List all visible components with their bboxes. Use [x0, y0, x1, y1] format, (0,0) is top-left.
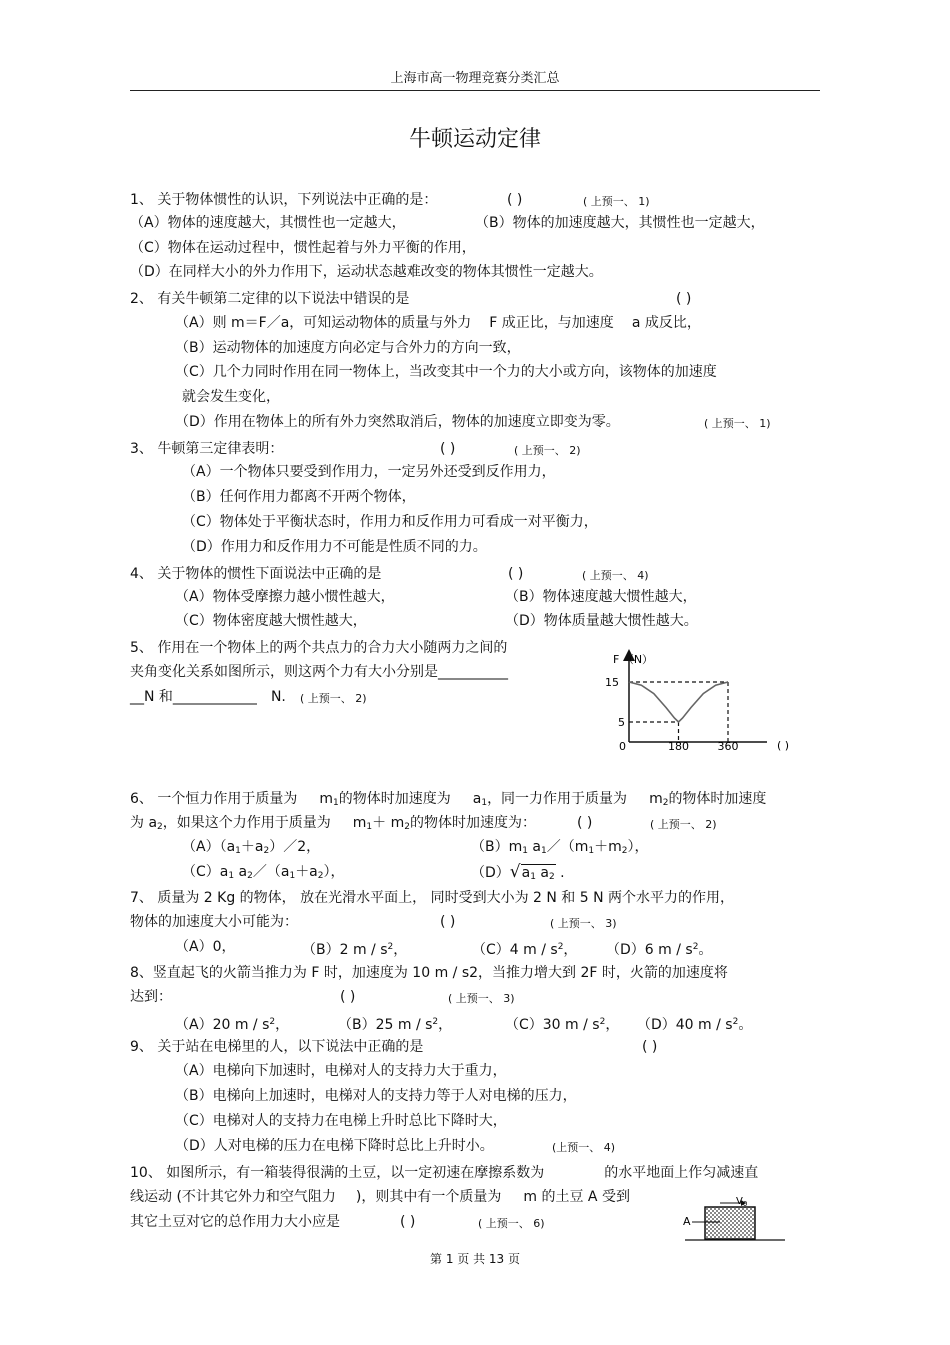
q8-line-2: 达到：	[130, 989, 172, 1005]
q2-option-c: （C）几个力同时作用在同一物体上，当改变其中一个力的大小或方向，该物体的加速度	[175, 364, 717, 380]
q7-source: ( 上预一、 3)	[550, 917, 617, 930]
q6-option-a: $(A)(a_1+a_2)/2$，	[182, 839, 321, 856]
q1-source: ( 上预一、 1)	[583, 195, 650, 208]
q7-option-d: （D）6 m / $s^2$。	[606, 942, 713, 958]
q8-option-d: （D）40 m / $s^2$。	[637, 1017, 753, 1033]
q10-answer-paren: ( )	[400, 1214, 416, 1230]
q5-source: ( 上预一、 2)	[300, 692, 367, 705]
q2-stem: 2、 有关牛顿第二定律的以下说法中错误的是	[130, 291, 410, 307]
q6-line-1: 6、 一个恒力作用于质量为 $m_1$的物体时加速度为 $a_1$，同一力作用于质量为 $m_2$的物体时加速度	[130, 791, 767, 808]
q8-option-c: （C）30 m / $s^2$，	[505, 1017, 620, 1033]
q1-option-a: （A）物体的速度越大，其惯性也一定越大，	[130, 215, 406, 231]
q3-answer-paren: ( )	[440, 441, 456, 457]
q8-source: ( 上预一、 3)	[448, 992, 515, 1005]
q4-option-c: （C）物体密度越大惯性越大，	[175, 613, 367, 629]
y-tick-15: 15	[605, 676, 619, 689]
q2-source: ( 上预一、 1)	[704, 417, 771, 430]
potato-box	[705, 1207, 755, 1239]
q1-answer-paren: ( )	[507, 192, 523, 208]
q9-option-a: （A）电梯向下加速时，电梯对人的支持力大于重力，	[175, 1063, 507, 1079]
x-tick-360: 360	[717, 740, 739, 753]
q4-option-d: （D）物体质量越大惯性越大。	[505, 613, 698, 629]
q7-line-1: 7、 质量为 2 Kg 的物体， 放在光滑水平面上， 同时受到大小为 2 N 和 5 N 两个水平力的作用，	[130, 890, 735, 906]
q10-source: ( 上预一、 6)	[478, 1217, 545, 1230]
q6-line-2: 为 $a_2$，如果这个力作用于质量为 $m_1+ m_2$的物体时加速度为：	[130, 815, 536, 832]
q6-answer-paren: ( )	[577, 815, 593, 831]
q8-option-a: （A）20 m / $s^2$，	[175, 1017, 290, 1033]
x-tick-0: 0	[619, 740, 626, 753]
q7-option-c: （C）4 m / $s^2$，	[472, 942, 578, 958]
q9-stem: 9、 关于站在电梯里的人，以下说法中正确的是	[130, 1039, 424, 1055]
x-axis-label: ( )	[777, 739, 790, 752]
y-axis-label: F （N）	[613, 653, 654, 666]
q4-stem: 4、 关于物体的惯性下面说法中正确的是	[130, 566, 382, 582]
q4-option-a: （A）物体受摩擦力越小惯性越大，	[175, 589, 395, 605]
q2-option-c-cont: 就会发生变化，	[182, 389, 280, 405]
q9-option-c: （C）电梯对人的支持力在电梯上升时总比下降时大，	[175, 1113, 507, 1129]
x-tick-180: 180	[668, 740, 689, 753]
potato-box-figure	[680, 1194, 790, 1246]
q7-line-2: 物体的加速度大小可能为：	[130, 914, 298, 930]
velocity-label: $V_0$	[736, 1196, 748, 1208]
q5-line-1: 5、 作用在一个物体上的两个共点力的合力大小随两力之间的	[130, 640, 508, 656]
q6-source: ( 上预一、 2)	[650, 818, 717, 831]
q7-answer-paren: ( )	[440, 914, 456, 930]
q6-option-c: $(C)a_1$ $a_2/(a_1+a_2)$，	[182, 864, 345, 881]
q3-option-a: （A）一个物体只要受到作用力，一定另外还受到反作用力，	[182, 464, 556, 480]
q10-line-3: 其它土豆对它的总作用力大小应是	[130, 1214, 340, 1230]
q3-source: ( 上预一、 2)	[514, 444, 581, 457]
q7-option-a: （A）0，	[175, 939, 236, 955]
q10-line-1: 10、 如图所示，有一箱装得很满的土豆，以一定初速在摩擦系数为 的水平地面上作匀减速直	[130, 1165, 759, 1181]
q3-stem: 3、 牛顿第三定律表明：	[130, 441, 284, 457]
q2-option-a: （A）则 m＝F／a，可知运动物体的质量与外力 F 成正比，与加速度 a 成反比，	[175, 315, 701, 331]
q1-option-d: （D）在同样大小的外力作用下，运动状态越难改变的物体其惯性一定越大。	[130, 264, 603, 280]
q2-option-d: （D）作用在物体上的所有外力突然取消后，物体的加速度立即变为零。	[175, 414, 620, 430]
q6-option-b: $(B)m_1$ $a_1/(m_1+m_2)$，	[471, 839, 649, 856]
q9-source: (上预一、 4)	[552, 1141, 616, 1154]
q8-option-b: （B）25 m / $s^2$，	[338, 1017, 453, 1033]
q9-option-b: （B）电梯向上加速时，电梯对人的支持力等于人对电梯的压力，	[175, 1088, 577, 1104]
q9-answer-paren: ( )	[642, 1039, 658, 1055]
q2-option-b: （B）运动物体的加速度方向必定与合外力的方向一致，	[175, 340, 521, 356]
q4-option-b: （B）物体速度越大惯性越大，	[505, 589, 697, 605]
potato-a-label: A	[683, 1215, 691, 1228]
q3-option-c: （C）物体处于平衡状态时，作用力和反作用力可看成一对平衡力，	[182, 514, 598, 530]
q8-answer-paren: ( )	[340, 989, 356, 1005]
q3-option-d: （D）作用力和反作用力不可能是性质不同的力。	[182, 539, 487, 555]
running-header: 上海市高一物理竞赛分类汇总	[390, 71, 560, 86]
q7-option-b: （B）2 m / $s^2$，	[302, 942, 408, 958]
q10-line-2: 线运动 (不计其它外力和空气阻力 )，则其中有一个质量为 m 的土豆 A 受到	[130, 1189, 630, 1205]
y-tick-5: 5	[618, 716, 625, 729]
resultant-force-curve	[629, 682, 728, 722]
q5-line-3: __N 和____________ N.	[130, 689, 286, 705]
q8-line-1: 8、竖直起飞的火箭当推力为 F 时，加速度为 10 m / s2，当推力增大到 2F 时，火箭的加速度将	[130, 965, 728, 981]
q4-answer-paren: ( )	[508, 566, 524, 582]
q6-option-d: $(D)√a_1$ $a_2$ .	[471, 862, 565, 882]
force-angle-chart	[595, 645, 805, 760]
header-rule	[130, 90, 820, 91]
q4-source: ( 上预一、 4)	[582, 569, 649, 582]
q2-answer-paren: ( )	[676, 291, 692, 307]
q1-option-b: （B）物体的加速度越大，其惯性也一定越大，	[475, 215, 765, 231]
page-footer: 第 1 页 共 13 页	[430, 1252, 520, 1266]
q9-option-d: （D）人对电梯的压力在电梯下降时总比上升时小。	[175, 1138, 494, 1154]
q1-stem: 1、 关于物体惯性的认识，下列说法中正确的是：	[130, 192, 438, 208]
page-title: 牛顿运动定律	[408, 127, 541, 152]
q5-line-2: 夹角变化关系如图所示，则这两个力有大小分别是__________	[130, 664, 508, 680]
q3-option-b: （B）任何作用力都离不开两个物体，	[182, 489, 416, 505]
q1-option-c: （C）物体在运动过程中，惯性起着与外力平衡的作用，	[130, 240, 476, 256]
